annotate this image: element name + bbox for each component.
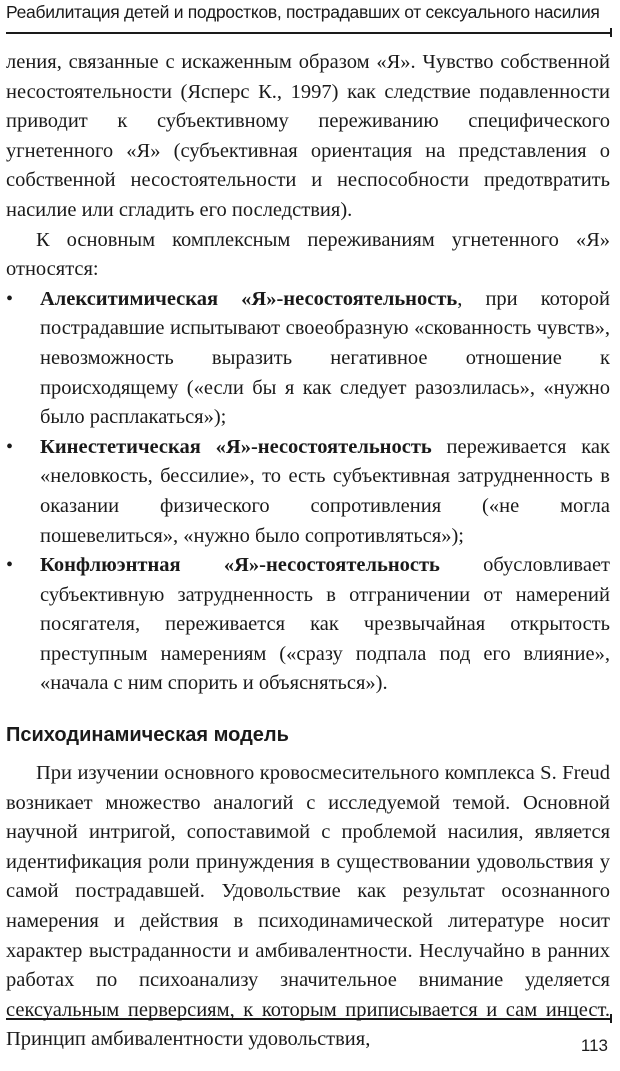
list-item-term: Кинестетическая «Я»-несостоятельность bbox=[40, 435, 432, 458]
page-number: 113 bbox=[580, 1036, 608, 1055]
list-item-term: Алекситимическая «Я»-несостоятельность bbox=[40, 287, 458, 310]
page-body bbox=[6, 48, 610, 1055]
list-item-text: переживается как «неловкость, бессилие», то есть субъективная затрудненность в оказании физического сопротивления («не могла пошевелиться», «нужно было сопротивляться»); bbox=[40, 435, 610, 547]
list-item-term: Конфлюэнтная «Я»-несостоятельность bbox=[40, 554, 440, 577]
body-paragraph: ления, связанные с искаженным образом «Я». Чувство собственной несостоятельности (Ясперс К., 1997) как следствие подавленности приводит к субъективному переживанию специфического угнетенного «Я» (субъективная ориентация на представления о собственной несостоятельности и неспособности предотвратить насилие или сгладить его последствия). bbox=[6, 51, 610, 221]
list-item-text: , при которой пострадавшие испытывают своеобразную «скованность чувств», невозможность выразить негативное отношение к происходящему («если бы я как следует разозлилась», «нужно было расплакаться»); bbox=[40, 287, 611, 429]
header-rule bbox=[6, 32, 610, 34]
body-paragraph: К основным комплексным переживаниям угнетенного «Я» относятся: bbox=[6, 228, 610, 281]
running-header: Реабилитация детей и подростков, пострадавших от сексуального насилия bbox=[6, 2, 600, 22]
bullet-list bbox=[6, 285, 610, 699]
list-item bbox=[6, 551, 610, 699]
footer-rule bbox=[6, 1018, 610, 1020]
bullet-icon: • bbox=[6, 554, 14, 577]
body-paragraph: При изучении основного кровосмесительного комплекса S. Freud возникает множество аналогий с исследуемой темой. Основной научной интригой, сопоставимой с проблемой насилия, является идентификация роли принуждения в существовании удовольствия у самой пострадавшей. Удовольствие как результат осознанного намерения и действия в психодинамической литературе носит характер выстраданности и амбивалентности. Неслучайно в ранних работах по психоанализу значительное внимание уделяется сексуальным перверсиям, к которым приписывается и сам инцест. Принцип амбивалентности удовольствия, bbox=[6, 762, 610, 1051]
bullet-icon: • bbox=[6, 287, 14, 310]
bullet-icon: • bbox=[6, 435, 14, 458]
list-item bbox=[6, 433, 610, 551]
section-heading: Психодинамическая модель bbox=[6, 724, 289, 747]
list-item-text: обусловливает субъективную затрудненность в отграничении от намерений посягателя, переживается как чрезвычайная открытость преступным намерениям («сразу подпала под его влияние», «начала с ним спорить и объясняться»). bbox=[40, 554, 610, 695]
list-item bbox=[6, 285, 610, 433]
